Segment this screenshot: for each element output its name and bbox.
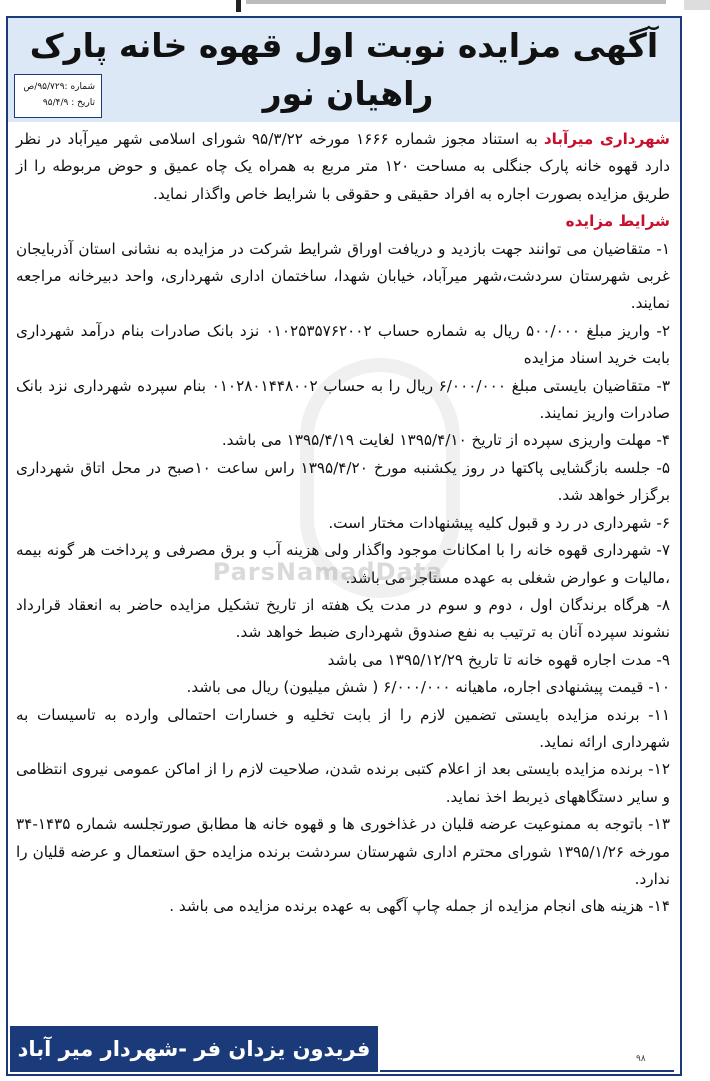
condition-item: ۱۴- هزینه های انجام مزایده از جمله چاپ آگهی به عهده برنده مزایده می باشد . (169, 897, 670, 916)
condition-item: ۱۳- باتوجه به ممنوعیت عرضه قلیان در غذاخوری ها و قهوه خانه ها مطابق صورتجلسه شماره ۱۴۳۵-۳۴ مورخه ۱۳۹۵/۱/۲۶ شورای محترم اداری شهرستان سردشت برنده مزایده حق استعمال و عرضه قلیان را ندارد. (16, 815, 670, 888)
watermark-text: ParsNamadData (212, 558, 444, 586)
intro-paragraph (16, 126, 670, 208)
notice-title-line2: راهیان نور (262, 74, 434, 113)
condition-item: ۱۱- برنده مزایده بایستی تضمین لازم را از بابت تخلیه و خسارات احتمالی وارده به تاسیسات به شهرداری ارائه نماید. (16, 705, 670, 751)
notice-frame (6, 16, 682, 1076)
notice-title-line1: آگهی مزایده نوبت اول قهوه خانه پارک (29, 26, 659, 65)
notice-header (8, 18, 680, 122)
reference-box (14, 74, 102, 118)
condition-item: ۱- متقاضیان می توانند جهت بازدید و دریافت اوراق شرایط شرکت در مزایده به نشانی استان آذربایجان غربی شهرستان سردشت،شهر میرآباد، خیابان شهدا، ساختمان اداری شهرداری، واحد دبیرخانه مراجعه نمایند. (16, 239, 670, 313)
condition-item: ۱۲- برنده مزایده بایستی بعد از اعلام کتبی برنده شدن، صلاحیت لازم را از اماکن عمومی نیروی انتظامی و سایر دستگاههای ذیربط اخذ نماید. (16, 760, 670, 806)
top-edge-strip (0, 0, 710, 14)
condition-item: ۲- واریز مبلغ ۵۰۰/۰۰۰ ریال به شماره حساب ۰۱۰۲۵۳۵۷۶۲۰۰۲ نزد بانک صادرات بنام درآمد شهرداری بابت خرید اسناد مزایده (16, 321, 670, 368)
condition-item: ۶- شهرداری در رد و قبول کلیه پیشنهادات مختار است. (328, 513, 670, 532)
condition-item: ۴- مهلت واریزی سپرده از تاریخ ۱۳۹۵/۴/۱۰ لغایت ۱۳۹۵/۴/۱۹ می باشد. (221, 431, 670, 450)
conditions-heading: شرایط مزایده (565, 212, 670, 231)
footer-rule (380, 1070, 674, 1072)
condition-item: ۸- هرگاه برندگان اول ، دوم و سوم در مدت یک هفته از تاریخ تشکیل مزایده حاضر به انعقاد قرارداد نشوند سپرده آنان به ترتیب به نفع صندوق شهرداری ضبط خواهد شد. (16, 595, 670, 642)
condition-item: ۵- جلسه بازگشایی پاکتها در روز یکشنبه مورخ ۱۳۹۵/۴/۲۰ راس ساعت ۱۰صبح در محل اتاق شهرداری برگزار خواهد شد. (16, 458, 670, 505)
intro-org: شهرداری میرآباد (543, 130, 670, 148)
reference-date: تاریخ : ۹۵/۴/۹ (42, 98, 95, 108)
condition-item: ۱۰- قیمت پیشنهادی اجاره، ماهیانه ۶/۰۰۰/۰۰۰ ( شش میلیون) ریال می باشد. (186, 678, 670, 697)
condition-item: ۳- متقاضیان بایستی مبلغ ۶/۰۰۰/۰۰۰ ریال را به حساب ۰۱۰۲۸۰۱۴۴۸۰۰۲ بنام سپرده شهرداری نزد بانک صادرات واریز نمایند. (16, 376, 671, 423)
notice-body (16, 126, 670, 921)
signature-banner: فریدون یزدان فر -شهردار میر آباد (10, 1026, 378, 1072)
top-edge-mark (236, 0, 241, 12)
reference-number: شماره :۹۵/۷۲۹/ص (23, 82, 95, 92)
top-edge-corner (684, 0, 710, 10)
top-edge-rule (246, 0, 666, 4)
page-number: ۹۸ (636, 1054, 646, 1064)
intro-text: به استناد مجوز شماره ۱۶۶۶ مورخه ۹۵/۳/۲۲ شورای اسلامی شهر میرآباد در نظر دارد قهوه خانه پارک جنگلی به مساحت ۱۲۰ متر مربع به همراه یک چاه عمیق و حوض مربوطه را از طریق مزایده بصورت اجاره به افراد حقیقی و حقوقی با شرایط خاص واگذار نماید. (16, 130, 670, 203)
condition-item: ۹- مدت اجاره قهوه خانه تا تاریخ ۱۳۹۵/۱۲/۲۹ می باشد (327, 650, 670, 669)
condition-item: ۷- شهرداری قهوه خانه را با امکانات موجود واگذار ولی هزینه آب و برق مصرفی و پرداخت هر گونه بیمه ،مالیات و عوارض شغلی به عهده مستاجر می باشد. (16, 541, 670, 587)
